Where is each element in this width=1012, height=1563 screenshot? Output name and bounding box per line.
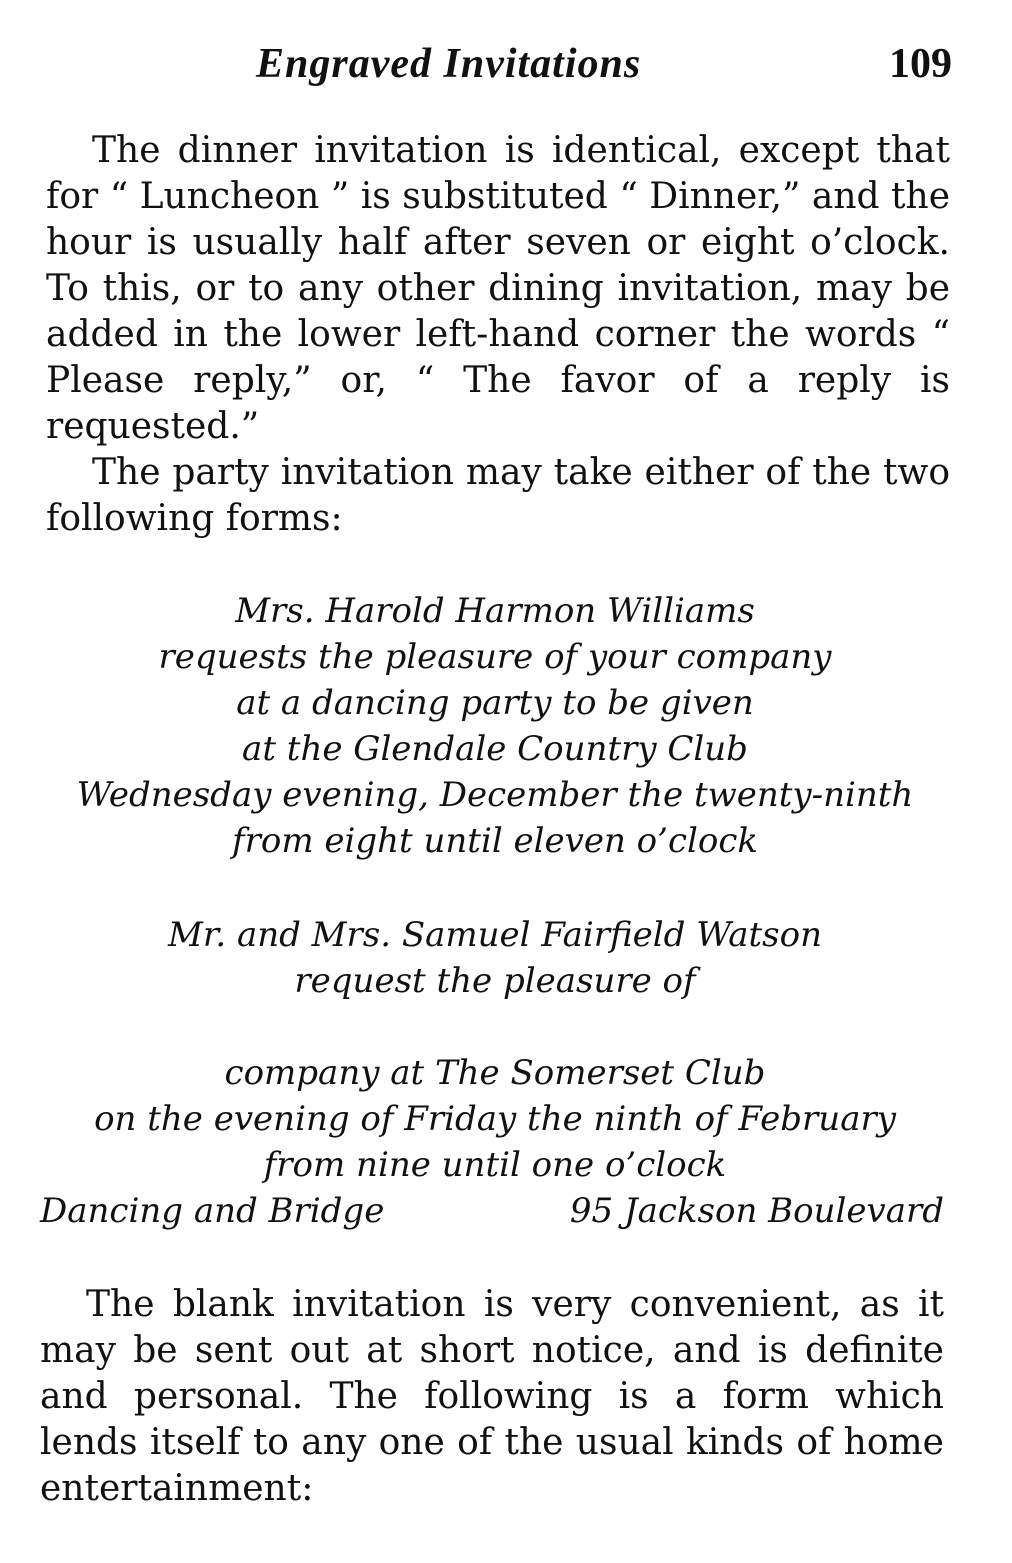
invitation-line: on the evening of Friday the ninth of February — [94, 1099, 896, 1139]
invitation-footer-right: 95 Jackson Boulevard — [569, 1191, 944, 1231]
invitation-line: Mrs. Harold Harmon Williams — [235, 591, 755, 631]
invitation-line: company at The Somerset Club — [224, 1053, 766, 1093]
invitation-footer — [40, 1188, 944, 1234]
invitation-line: Mr. and Mrs. Samuel Fairfield Watson — [168, 915, 822, 955]
paragraph-dinner-invitation: The dinner invitation is identical, except that for “ Luncheon ” is substituted “ Dinner,” and the hour is usually half after seven or eight o’clock. To this, or to any other dining invitation, may be added in the lower left-hand corner the words “ Please reply,” or, “ The favor of a reply is requested.” — [46, 130, 950, 447]
invitation-line: from eight until eleven o’clock — [232, 821, 758, 861]
invitation-line: request the pleasure of — [294, 961, 696, 1001]
invitation-example-watson-bottom — [30, 1050, 960, 1188]
page-header — [0, 40, 1012, 100]
paragraph-blank-invitation: The blank invitation is very convenient, as it may be sent out at short notice, and is definite and personal. The following is a form which lends itself to any one of the usual kinds of home entertainment: — [40, 1284, 944, 1509]
invitation-line: Wednesday evening, December the twenty-ninth — [76, 775, 914, 815]
invitation-line: from nine until one o’clock — [263, 1145, 727, 1185]
paragraph-party-invitation: The party invitation may take either of the two following forms: — [46, 452, 950, 539]
running-title: Engraved Invitations — [256, 41, 642, 87]
invitation-example-williams — [30, 588, 960, 864]
invitation-line: at a dancing party to be given — [236, 683, 754, 723]
invitation-line: requests the pleasure of your company — [158, 637, 832, 677]
invitation-footer-left: Dancing and Bridge — [40, 1191, 385, 1231]
invitation-example-watson-top — [30, 912, 960, 1004]
invitation-line: at the Glendale Country Club — [242, 729, 748, 769]
page-number: 109 — [889, 41, 952, 87]
